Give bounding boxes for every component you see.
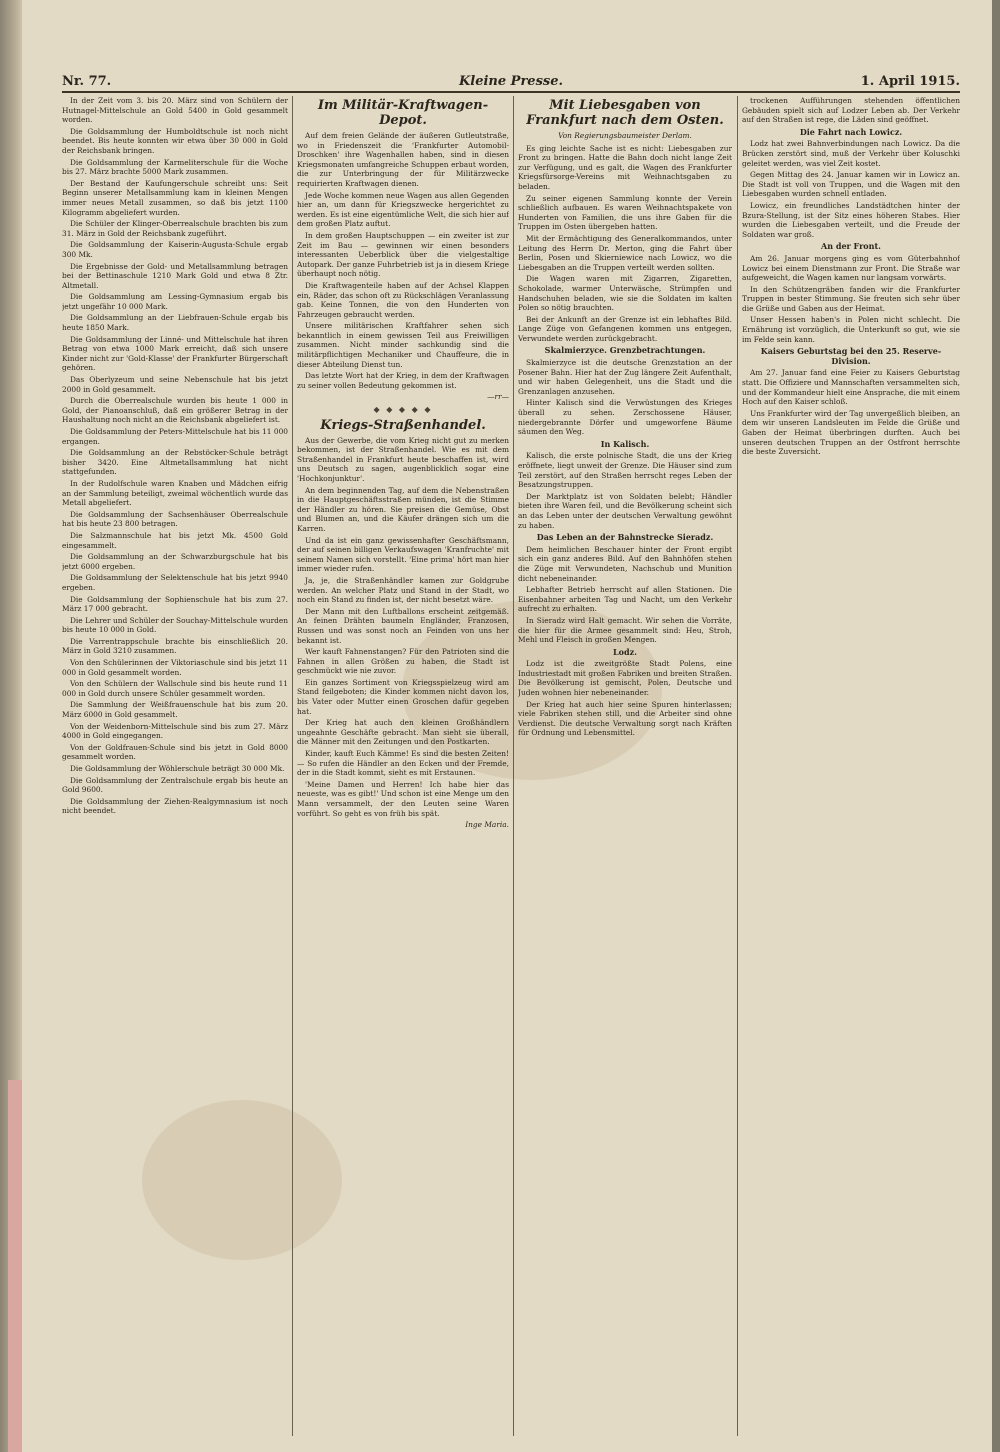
article-paragraph: Die Goldsammlung der Kaiserin-Augusta-Schule ergab 300 Mk. [62, 240, 288, 259]
article-paragraph: Die Goldsammlung der Karmeliterschule für die Woche bis 27. März brachte 5000 Mark zusammen. [62, 157, 288, 177]
column-liebesgaben [518, 96, 732, 1436]
article-paragraph: Von den Schülern der Wallschule sind bis heute rund 11 000 in Gold durch unsere Schüler gesammelt worden. [62, 679, 288, 698]
article-paragraph: Der Bestand der Kaufungerschule schreibt uns: Seit Beginn unserer Metallsammlung kam in kleinen Mengen immer neues Metall zusammen, so daß bis jetzt 1100 Kilogramm abgeliefert wurden. [62, 178, 288, 217]
column-rule [737, 96, 738, 1436]
article-paragraph: Der Krieg hat auch den kleinen Großhändlern ungeahnte Geschäfte gebracht. Man sieht sie überall, die Männer mit den Zeitungen und den Postkarten. [297, 718, 509, 747]
article-paragraph: Der Krieg hat auch hier seine Spuren hinterlassen; viele Fabriken stehen still, und die Arbeiter sind ohne Verdienst. Die deutsche Verwaltung sorgt nach Kräften für Ordnung und Lebensmittel. [518, 699, 732, 738]
article-paragraph: Aus der Gewerbe, die vom Krieg nicht gut zu merken bekommen, ist der Straßenhandel. Wie es mit dem Straßenhandel in Frankfurt heute beschaffen ist, wird uns Deutsch zu sagen, augenblicklich sogar eine 'Hochkonjunktur'. [297, 435, 509, 483]
article-paragraph: In Sieradz wird Halt gemacht. Wir sehen die Vorräte, die hier für die Armee gesammelt sind: Heu, Stroh, Mehl und Fleisch in großen Mengen. [518, 615, 732, 645]
article-paragraph: Die Wagen waren mit Zigarren, Zigaretten, Schokolade, warmer Unterwäsche, Strümpfen und Handschuhen beladen, wie sie die Soldaten im kalten Polen so nötig brauchten. [518, 274, 732, 313]
headline: Kriegs-Straßenhandel. [320, 417, 486, 433]
article-paragraph: Der Mann mit den Luftballons erscheint zeitgemäß. An feinen Drähten baumeln Engländer, Franzosen, Russen und was sonst noch an Feinden von uns her bekannt ist. [297, 606, 509, 645]
article-paragraph: Dem heimlichen Beschauer hinter der Front ergibt sich ein ganz anderes Bild. Auf den Bahnhöfen stehen die Züge mit Verwundeten, Nachschub und Munition dicht nebeneinander. [518, 544, 732, 583]
article-paragraph: Die Goldsammlung der Linné- und Mittelschule hat ihren Betrag von etwa 1000 Mark erreicht, daß sich unsere Kinder nicht zur 'Gold-Klasse' der Frankfurter Bürgerschaft gehören. [62, 334, 288, 373]
column-rule [292, 96, 293, 1436]
article-paragraph: In der Rudolfschule waren Knaben und Mädchen eifrig an der Sammlung beteiligt, zweimal wöchentlich wurde das Metall abgeliefert. [62, 478, 288, 508]
column-depot-and-street-trade [297, 96, 509, 1436]
article-paragraph: Von den Schülerinnen der Viktoriaschule sind bis jetzt 11 000 in Gold gesammelt worden. [62, 658, 288, 677]
article-paragraph: Die Goldsammlung der Zentralschule ergab bis heute an Gold 9600. [62, 775, 288, 795]
article-paragraph: Die Schüler der Klinger-Oberrealschule brachten bis zum 31. März in Gold der Reichsbank zugeführt. [62, 219, 288, 238]
author-signoff: —rr— [487, 392, 509, 402]
issue-date: 1. April 1915. [860, 74, 960, 89]
article-paragraph: In der Zeit vom 3. bis 20. März sind von Schülern der Hutnagel-Mittelschule an Gold 5400 in Gold gesammelt worden. [62, 96, 288, 125]
article-paragraph: Die Varrentrappschule brachte bis einschließlich 20. März in Gold 3210 zusammen. [62, 636, 288, 656]
byline: Von Regierungsbaumeister Derlam. [558, 131, 692, 140]
article-paragraph: Die Kraftwagenteile haben auf der Achsel Klappen ein, Räder, das schon oft zu Rückschlägen Veranlassung gab. Keine Tonnen, die von den Hunderten von Fahrzeugen gebraucht werden. [297, 280, 509, 319]
article-paragraph: Jede Woche kommen neue Wagen aus allen Gegenden hier an, um dann für Kriegszwecke hergerichtet zu werden. Es ist eine eigentümliche Welt, die sich hier auf dem großen Platz auftut. [297, 190, 509, 229]
article-paragraph: Skalmierzyce ist die deutsche Grenzstation an der Posener Bahn. Hier hat der Zug längere Zeit Aufenthalt, und wir haben Gelegenheit, uns die Stadt und die Grenzanlagen anzusehen. [518, 358, 732, 396]
article-paragraph: Lodz hat zwei Bahnverbindungen nach Lowicz. Da die Brücken zerstört sind, muß der Verkehr über Koluschki geleitet werden, was viel Zeit kostet. [742, 139, 960, 168]
headline: Mit Liebesgaben von Frankfurt nach dem Osten. [526, 98, 724, 128]
article-paragraph: Bei der Ankunft an der Grenze ist ein lebhaftes Bild. Lange Züge von Gefangenen kommen uns entgegen, Verwundete werden zurückgebracht. [518, 314, 732, 343]
article-paragraph: Die Goldsammlung der Wöhlerschule beträgt 30 000 Mk. [70, 764, 285, 773]
article-paragraph: Die Ergebnisse der Gold- und Metallsammlung betragen bei der Bettinaschule 1210 Mark Gold und etwa 8 Ztr. Altmetall. [62, 261, 288, 290]
article-paragraph: Die Goldsammlung an der Liebfrauen-Schule ergab bis heute 1850 Mark. [62, 313, 288, 333]
subheading: Lodz. [613, 646, 637, 657]
column-front-report [742, 96, 960, 1436]
article-paragraph: Am 27. Januar fand eine Feier zu Kaisers Geburtstag statt. Die Offiziere und Mannschaften versammelten sich, und der Kommandeur hielt eine Ansprache, die mit einem Hoch auf den Kaiser schloß. [742, 368, 960, 407]
article-paragraph: Wer kauft Fahnenstangen? Für den Patrioten sind die Fahnen in allen Größen zu haben, die Stadt ist geschmückt wie nie zuvor. [297, 647, 509, 676]
article-paragraph: Die Goldsammlung der Humboldtschule ist noch nicht beendet. Bis heute konnten wir etwa über 30 000 in Gold der Reichsbank bringen. [62, 126, 288, 155]
article-paragraph: Kalisch, die erste polnische Stadt, die uns der Krieg eröffnete, liegt unweit der Grenze. Die Häuser sind zum Teil zerstört, auf den Straßen herrscht reges Leben der Besatzungstruppen. [518, 451, 732, 490]
article-paragraph: Und da ist ein ganz gewissenhafter Geschäftsmann, der auf seinen billigen Verkaufswagen 'Kranfruchte' mit seinem Namen sich vorstellt. 'Eine prima' hört man hier immer wieder rufen. [297, 535, 509, 574]
article-paragraph: Die Goldsammlung an der Schwarzburgschule hat bis jetzt 6000 ergeben. [62, 552, 288, 571]
article-paragraph: Mit der Ermächtigung des Generalkommandos, unter Leitung des Herrn Dr. Merton, ging die Fahrt über Berlin, Posen und Skierniewice nach Lowicz, wo die Liebesgaben an die Truppen verteilt werden sollten. [518, 233, 732, 272]
masthead-rule [62, 91, 960, 93]
subheading: Kaisers Geburtstag bei den 25. Reserve-Division. [760, 346, 942, 366]
article-paragraph: Die Goldsammlung am Lessing-Gymnasium ergab bis jetzt ungefähr 10 000 Mark. [62, 292, 288, 311]
column-rule [513, 96, 514, 1436]
article-paragraph: In den Schützengräben fanden wir die Frankfurter Truppen in bester Stimmung. Sie freuten sich sehr über die Grüße und Gaben aus der Heimat. [742, 284, 960, 313]
article-paragraph: Der Marktplatz ist von Soldaten belebt; Händler bieten ihre Waren feil, und die Bevölkerung scheint sich an das Leben unter der deutschen Verwaltung gewöhnt zu haben. [518, 491, 732, 530]
article-paragraph: Das letzte Wort hat der Krieg, in dem der Kraftwagen zu seiner vollen Bedeutung gekommen ist. [297, 371, 509, 390]
article-paragraph: Es ging leichte Sache ist es nicht: Liebesgaben zur Front zu bringen. Hatte die Bahn doch nicht lange Zeit zur Verfügung, und es galt, die Wagen des Frankfurter Kriegsfürsorge-Vereins mit Weihnachtsgaben zu beladen. [518, 143, 732, 191]
article-paragraph: Das Oberlyzeum und seine Nebenschule hat bis jetzt 2000 in Gold gesammelt. [62, 375, 288, 394]
article-paragraph: Die Goldsammlung der Peters-Mittelschule hat bis 11 000 ergangen. [62, 427, 288, 446]
article-paragraph: Lodz ist die zweitgrößte Stadt Polens, eine Industriestadt mit großen Fabriken und breiten Straßen. Die Bevölkerung ist gemischt, Polen, Deutsche und Juden wohnen hier nebeneinander. [518, 659, 732, 698]
article-paragraph: An dem beginnenden Tag, auf dem die Nebenstraßen in die Hauptgeschäftsstraßen münden, ist die Stimme der Händler zu hören. Sie preisen die Gemüse, Obst und Blumen an, und die Käufer drängen sich um die Karren. [297, 485, 509, 533]
article-paragraph: In dem großen Hauptschuppen — ein zweiter ist zur Zeit im Bau — gewinnen wir einen besonders interessanten Ueberblick über die vielgestaltige Autopark. Der ganze Fuhrbetrieb ist ja in diesem Kriege überhaupt noch nötig. [297, 230, 509, 279]
article-paragraph: Von der Goldfrauen-Schule sind bis jetzt in Gold 8000 gesammelt worden. [62, 742, 288, 762]
article-paragraph: Die Salzmannschule hat bis jetzt Mk. 4500 Gold eingesammelt. [62, 530, 288, 550]
subheading: Das Leben an der Bahnstrecke Sieradz. [536, 532, 714, 543]
article-paragraph: Am 26. Januar morgens ging es vom Güterbahnhof Lowicz bei einem Dienstmann zur Front. Die Straße war aufgeweicht, die Wagen kamen nur langsam vorwärts. [742, 253, 960, 283]
article-paragraph: Die Goldsammlung der Selektenschule hat bis jetzt 9940 ergeben. [62, 573, 288, 592]
article-paragraph: Die Goldsammlung an der Rebstöcker-Schule beträgt bisher 3420. Eine Altmetallsammlung hat nicht stattgefunden. [62, 448, 288, 477]
article-paragraph: Ein ganzes Sortiment von Kriegsspielzeug wird am Stand feilgeboten; die Kinder kommen nicht davon los, bis Vater oder Mutter einen Groschen dafür gegeben hat. [297, 677, 509, 716]
article-paragraph: trockenen Aufführungen stehenden öffentlichen Gebäuden spielt sich auf Lodzer Leben ab. Der Verkehr auf den Straßen ist rege, die Läden sind geöffnet. [742, 96, 960, 125]
column-school-collections [62, 96, 288, 1436]
article-paragraph: Von der Weidenborn-Mittelschule sind bis zum 27. März 4000 in Gold eingegangen. [62, 721, 288, 741]
subheading: Skalmierzyce. Grenzbetrachtungen. [544, 345, 706, 356]
author-signoff: Inge Maria. [465, 820, 509, 830]
article-paragraph: Kinder, kauft Euch Kämme! Es sind die besten Zeiten! — So rufen die Händler an den Ecken und der Fremde, der in die Stadt kommt, sieht es mit Erstaunen. [297, 749, 509, 778]
article-paragraph: Durch die Oberrealschule wurden bis heute 1 000 in Gold, der Pianoanschluß, daß ein größerer Betrag in der Haushaltung noch nicht an die Reichsbank abgeliefert ist. [62, 396, 288, 425]
issue-number: Nr. 77. [62, 74, 112, 89]
article-paragraph: 'Meine Damen und Herren! Ich habe hier das neueste, was es gibt!' Und schon ist eine Menge um den Mann versammelt, der den Leuten seine Waren vorführt. So geht es von früh bis spät. [297, 779, 509, 818]
article-paragraph: Zu seiner eigenen Sammlung konnte der Verein schließlich aufbauen. Es waren Weihnachtspakete von Hunderten von Familien, die uns ihre Gaben für die Truppen im Osten übergeben hatten. [518, 193, 732, 232]
ornamental-divider: ◆ ◆ ◆ ◆ ◆ [373, 405, 433, 415]
subheading: Die Fahrt nach Lowicz. [799, 126, 903, 137]
article-paragraph: Die Goldsammlung der Sophienschule hat bis zum 27. März 17 000 gebracht. [62, 594, 288, 614]
article-paragraph: Unser Hessen haben's in Polen nicht schlecht. Die Ernährung ist vorzüglich, die Unterkunft so gut, wie sie im Felde sein kann. [742, 315, 960, 344]
masthead [62, 74, 960, 92]
article-paragraph: Die Sammlung der Weißfrauenschule hat bis zum 20. März 6000 in Gold gesammelt. [62, 700, 288, 720]
article-paragraph: Die Goldsammlung der Ziehen-Realgymnasium ist noch nicht beendet. [62, 796, 288, 816]
subheading: An der Front. [821, 241, 881, 252]
article-paragraph: Ja, je, die Straßenhändler kamen zur Goldgrube werden. An welcher Platz und Stand in der Stadt, wo noch ein Stand zu finden ist, der nicht besetzt wäre. [297, 575, 509, 605]
article-paragraph: Lowicz, ein freundliches Landstädtchen hinter der Bzura-Stellung, ist der Sitz eines höheren Stabes. Hier wurden die Liebesgaben verteilt, und die Freude der Soldaten war groß. [742, 200, 960, 239]
article-paragraph: Hinter Kalisch sind die Verwüstungen des Krieges überall zu sehen. Zerschossene Häuser, niedergebrannte Dörfer und umgeworfene Bäume säumen den Weg. [518, 398, 732, 437]
article-paragraph: Die Lehrer und Schüler der Souchay-Mittelschule wurden bis heute 10 000 in Gold. [62, 615, 288, 635]
article-paragraph: Unsere militärischen Kraftfahrer sehen sich bekanntlich in einem gewissen Teil aus Freiwilligen zusammen. Nicht minder sachkundig sind die militärpflichtigen Mechaniker und Chauffeure, die in dieser Abteilung Dienst tun. [297, 321, 509, 369]
article-paragraph: Lebhafter Betrieb herrscht auf allen Stationen. Die Eisenbahner arbeiten Tag und Nacht, um den Verkehr aufrecht zu erhalten. [518, 585, 732, 614]
subheading: In Kalisch. [600, 438, 650, 449]
article-paragraph: Gegen Mittag des 24. Januar kamen wir in Lowicz an. Die Stadt ist voll von Truppen, und die Wagen mit den Liebesgaben wurden schnell entladen. [742, 170, 960, 199]
paper-title: Kleine Presse. [458, 74, 564, 89]
headline: Im Militär-Kraftwagen-Depot. [317, 98, 489, 128]
article-paragraph: Auf dem freien Gelände der äußeren Gutleutstraße, wo in Friedenszeit die 'Frankfurter Automobil-Droschken' ihre Wagenhallen haben, sind in diesen Kriegsmonaten umfangreiche Schuppen erbaut worden, die zur Unterbringung der für Militärzwecke requirierten Kraftwagen dienen. [297, 131, 509, 188]
article-paragraph: Die Goldsammlung der Sachsenhäuser Oberrealschule hat bis heute 23 800 betragen. [62, 509, 288, 529]
article-paragraph: Uns Frankfurter wird der Tag unvergeßlich bleiben, an dem wir unseren Landsleuten im Felde die Grüße und Gaben der Heimat überbringen durften. Auch bei unseren deutschen Truppen an der Ostfront herrschte die beste Zuversicht. [742, 408, 960, 457]
